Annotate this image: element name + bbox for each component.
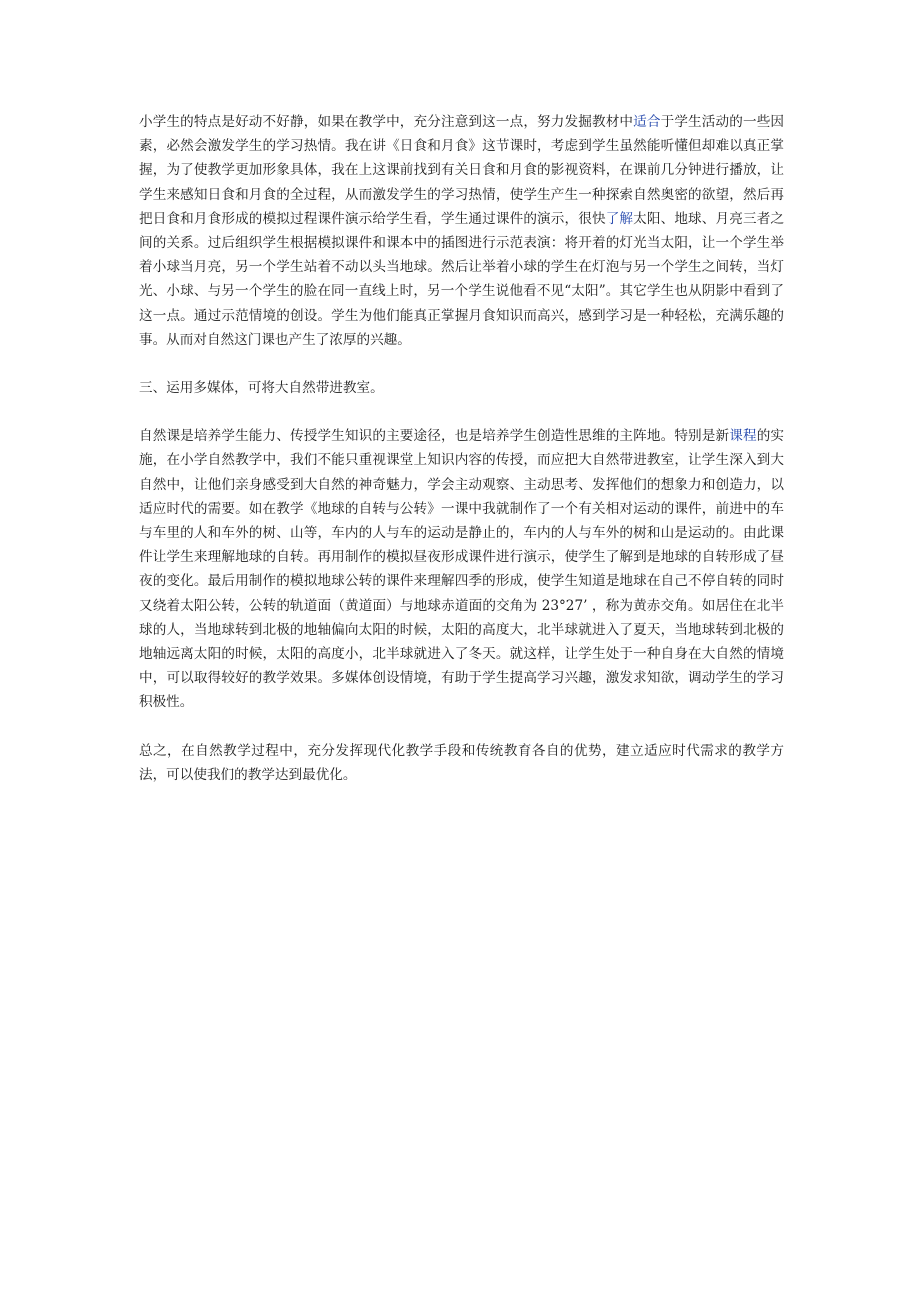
paragraph-conclusion <box>139 739 784 787</box>
paragraph-intro <box>139 110 784 352</box>
paragraph-multimedia <box>139 424 784 714</box>
text-segment: 总之，在自然教学过程中，充分发挥现代化教学手段和传统教育各自的优势，建立适应时代需求的教学方法，可以使我们的教学达到最优化。 <box>139 742 784 783</box>
section-heading <box>139 376 784 400</box>
text-segment: 自然课是培养学生能力、传授学生知识的主要途径，也是培养学生创造性思维的主阵地。特别是新 <box>139 428 730 445</box>
text-segment: 太阳、地球、月亮三者之间的关系。过后组织学生根据模拟课件和课本中的插图进行示范表演：将开着的灯光当太阳，让一个学生举着小球当月亮，另一个学生站着不动以头当地球。然后让举着小球的学生在灯泡与另一个学生之间转，当灯光、小球、与另一个学生的脸在同一直线上时，另一个学生说他看不见“太阳”。其它学生也从阴影中看到了这一点。通过示范情境的创设。学生为他们能真正掌握月食知识而高兴，感到学习是一种轻松，充满乐趣的事。从而对自然这门课也产生了浓厚的兴趣。 <box>139 210 785 348</box>
text-segment: 的实施，在小学自然教学中，我们不能只重视课堂上知识内容的传授，而应把大自然带进教室，让学生深入到大自然中，让他们亲身感受到大自然的神奇魅力，学会主动观察、主动思考、发挥他们的想象力和创造力，以适应时代的需要。如在教学《地球的自转与公转》一课中我就制作了一个有关相对运动的课件，前进中的车与车里的人和车外的树、山等，车内的人与车的运动是静止的，车内的人与车外的树和山是运动的。由此课件让学生来理解地球的自转。再用制作的模拟昼夜形成课件进行演示，使学生了解到是地球的自转形成了昼夜的变化。最后用制作的模拟地球公转的课件来理解四季的形成，使学生知道是地球在自己不停自转的同时又绕着太阳公转，公转的轨道面（黄道面）与地球赤道面的交角为 23°27’ ，称为黄赤交角。如居住在北半球的人，当地球转到北极的地轴偏向太阳的时候，太阳的高度大，北半球就进入了夏天，当地球转到北极的地轴远离太阳的时候，太阳的高度小，北半球就进入了冬天。就这样，让学生处于一种自身在大自然的情境中，可以取得较好的教学效果。多媒体创设情境，有助于学生提高学习兴趣，激发求知欲，调动学生的学习积极性。 <box>139 428 785 711</box>
link-shihe[interactable]: 适合 <box>633 114 661 130</box>
link-kecheng[interactable]: 课程 <box>729 428 757 445</box>
heading-text: 三、运用多媒体，可将大自然带进教室。 <box>139 380 384 397</box>
document-body <box>139 110 784 811</box>
text-segment: 于学生活动的一些因素，必然会激发学生的学习热情。我在讲《日食和月食》这节课时，考虑到学生虽然能听懂但却难以真正掌握，为了使教学更加形象具体，我在上这课前找到有关日食和月食的影视资料，在课前几分钟进行播放，让学生来感知日食和月食的全过程，从而激发学生的学习热情，使学生产生一种探索自然奥密的欲望，然后再把日食和月食形成的模拟过程课件演示给学生看，学生通过课件的演示，很快 <box>139 114 785 227</box>
text-segment: 小学生的特点是好动不好静，如果在教学中，充分注意到这一点，努力发掘教材中 <box>139 114 634 130</box>
link-liaojie[interactable]: 了解 <box>605 210 634 227</box>
